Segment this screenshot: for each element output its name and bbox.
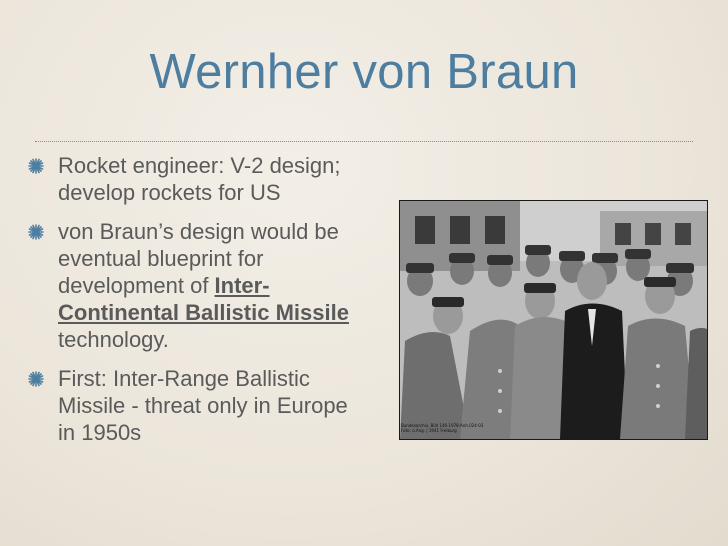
icbm-link-part-2[interactable]: Continental Ballistic Missile xyxy=(58,300,349,325)
starburst-icon xyxy=(28,158,44,174)
title-divider xyxy=(35,141,693,142)
bullet-line: eventual blueprint for xyxy=(58,246,264,271)
photo-caption xyxy=(401,423,521,433)
bullet-line: von Braun’s design would be xyxy=(58,219,339,244)
bullet-line: develop rockets for US xyxy=(58,180,281,205)
slide-title: Wernher von Braun xyxy=(149,45,579,99)
bullet-item xyxy=(22,218,422,353)
historical-group-photo xyxy=(399,200,708,440)
bullet-line xyxy=(58,299,422,326)
bullet-text: development of xyxy=(58,273,215,298)
bullet-list xyxy=(22,152,422,458)
bullet-line: Missile - threat only in Europe xyxy=(58,393,348,418)
caption-line: Foto: o.Ang. | 1941 Freiburg xyxy=(401,428,457,433)
photo-illustration xyxy=(400,201,707,439)
bullet-item xyxy=(22,365,422,446)
starburst-icon xyxy=(28,224,44,240)
starburst-icon xyxy=(28,371,44,387)
bullet-line: technology. xyxy=(58,327,169,352)
icbm-link-part-1[interactable]: Inter- xyxy=(214,273,270,298)
bullet-line: First: Inter-Range Ballistic xyxy=(58,366,310,391)
bullet-line xyxy=(58,272,422,299)
bullet-line: in 1950s xyxy=(58,420,142,445)
bullet-item xyxy=(22,152,422,206)
bullet-line: Rocket engineer: V-2 design; xyxy=(58,153,341,178)
caption-line: Bundesarchiv, Bild 146-1978-Anh.024-03 xyxy=(401,423,484,428)
